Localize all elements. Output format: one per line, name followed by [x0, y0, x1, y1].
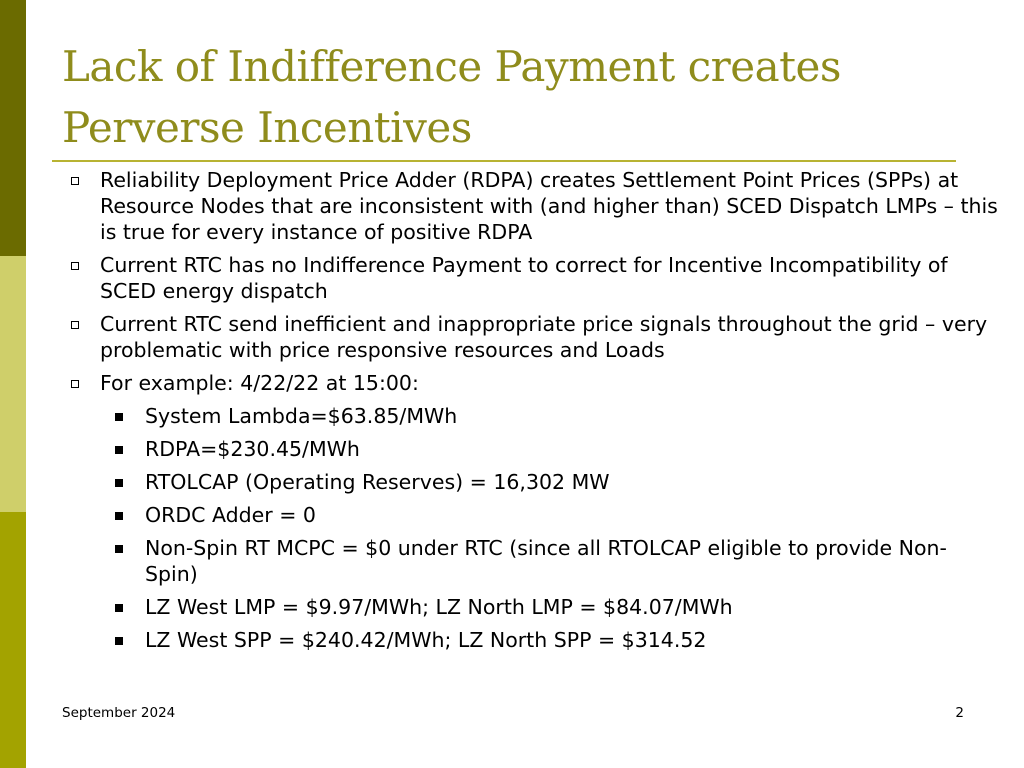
sub-bullet-item [68, 502, 998, 528]
sub-bullet-text: ORDC Adder = 0 [145, 503, 316, 527]
side-bar-middle [0, 256, 26, 512]
filled-square-bullet-icon [115, 637, 123, 645]
filled-square-bullet-icon [115, 604, 123, 612]
bullet-item [68, 370, 998, 396]
filled-square-bullet-icon [115, 512, 123, 520]
sub-bullet-text: RDPA=$230.45/MWh [145, 437, 360, 461]
slide-content [68, 167, 998, 660]
bullet-text: Current RTC send inefficient and inappropriate price signals throughout the grid – very problematic with price responsive resources and Loads [100, 312, 988, 362]
filled-square-bullet-icon [115, 413, 123, 421]
bullet-text: Reliability Deployment Price Adder (RDPA) creates Settlement Point Prices (SPPs) at Resource Nodes that are inconsistent with (and higher than) SCED Dispatch LMPs – this is true for every instance of positive RDPA [100, 168, 998, 244]
sub-bullet-item [68, 535, 998, 587]
sub-bullet-item [68, 403, 998, 429]
side-bar-top [0, 0, 26, 256]
sub-bullet-item [68, 436, 998, 462]
sub-bullet-text: LZ West LMP = $9.97/MWh; LZ North LMP = $84.07/MWh [145, 595, 733, 619]
footer-date: September 2024 [62, 705, 176, 721]
bullet-item [68, 311, 998, 363]
bullet-text: Current RTC has no Indifference Payment to correct for Incentive Incompatibility of SCED energy dispatch [100, 253, 948, 303]
sub-bullet-item [68, 627, 998, 653]
slide-title: Lack of Indifference Payment creates Perverse Incentives [62, 42, 841, 152]
filled-square-bullet-icon [115, 545, 123, 553]
hollow-square-bullet-icon [71, 321, 79, 329]
page-number: 2 [955, 705, 964, 721]
hollow-square-bullet-icon [71, 262, 79, 270]
sub-bullet-text: RTOLCAP (Operating Reserves) = 16,302 MW [145, 470, 610, 494]
sub-bullet-text: Non-Spin RT MCPC = $0 under RTC (since all RTOLCAP eligible to provide Non-Spin) [145, 536, 947, 586]
bullet-item [68, 252, 998, 304]
filled-square-bullet-icon [115, 446, 123, 454]
bullet-text: For example: 4/22/22 at 15:00: [100, 371, 419, 395]
sub-bullet-text: LZ West SPP = $240.42/MWh; LZ North SPP = $314.52 [145, 628, 707, 652]
hollow-square-bullet-icon [71, 177, 79, 185]
sub-bullet-item [68, 594, 998, 620]
title-divider [52, 160, 956, 162]
side-bar-bottom [0, 512, 26, 768]
filled-square-bullet-icon [115, 479, 123, 487]
sub-bullet-text: System Lambda=$63.85/MWh [145, 404, 458, 428]
hollow-square-bullet-icon [71, 380, 79, 388]
bullet-item [68, 167, 998, 245]
sub-bullet-item [68, 469, 998, 495]
